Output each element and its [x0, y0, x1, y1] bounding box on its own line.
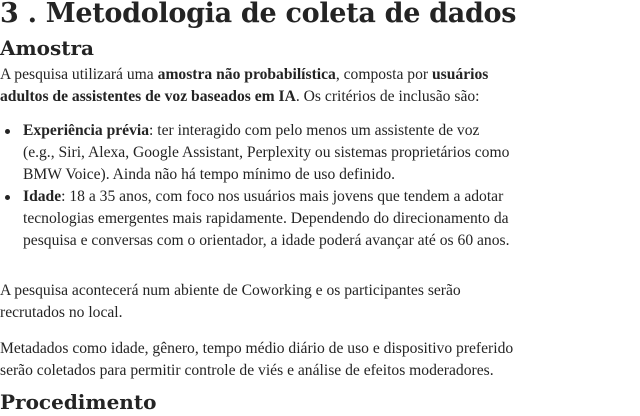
criterion-text: : 18 a 35 anos, com foco nos usuários mais jovens que tendem a adotar tecnologias emergentes mais rapidamente. Dependendo do direcionamento da pesquisa e conversas com o orientador, a idade poderá avançar até os 60 anos.	[23, 188, 510, 249]
bullet-icon	[5, 129, 10, 134]
bullet-icon	[5, 195, 10, 200]
next-section-heading: Procedimento	[0, 390, 157, 414]
inclusion-criteria-list	[0, 120, 513, 252]
list-item	[23, 120, 513, 186]
list-item	[23, 186, 513, 252]
intro-suffix: . Os critérios de inclusão são:	[295, 88, 480, 105]
intro-bold-population: usuários adultos de assistentes de voz baseados em IA	[0, 66, 489, 105]
criterion-term: Idade	[23, 188, 62, 205]
intro-middle: , composta por	[335, 66, 432, 83]
metadata-paragraph: Metadados como idade, gênero, tempo médio diário de uso e dispositivo preferido serão coletados para permitir controle de viés e análise de efeitos moderadores.	[0, 340, 514, 379]
subsection-heading: Amostra	[0, 36, 95, 60]
section-title: 3 . Metodologia de coleta de dados	[0, 0, 517, 29]
intro-prefix: A pesquisa utilizará uma	[0, 66, 158, 83]
criterion-term: Experiência prévia	[23, 122, 150, 139]
criterion-text: : ter interagido com pelo menos um assistente de voz (e.g., Siri, Alexa, Google Assistant, Perplexity ou sistemas proprietários como BMW Voice). Ainda não há tempo mínimo de uso definido.	[23, 122, 510, 183]
intro-bold-sample-type: amostra não probabilística	[157, 66, 336, 83]
intro-paragraph	[0, 64, 520, 108]
location-paragraph: A pesquisa acontecerá num abiente de Coworking e os participantes serão recrutados no local.	[0, 282, 461, 321]
